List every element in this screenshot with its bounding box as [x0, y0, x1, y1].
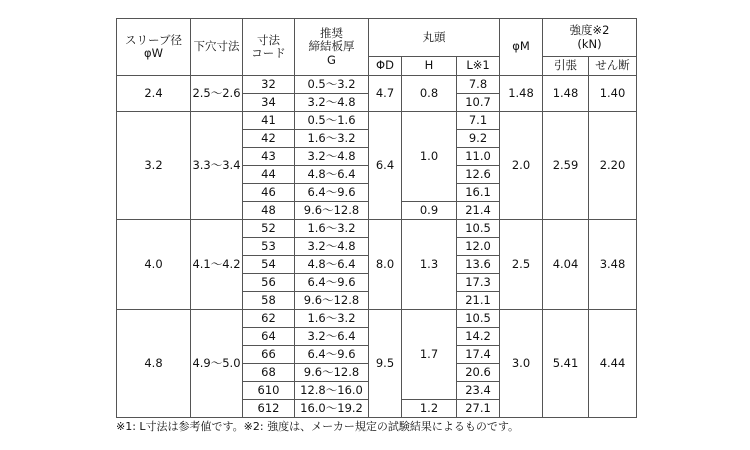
l-cell: 7.8 — [457, 76, 500, 94]
pilot-hole-cell: 4.1～4.2 — [191, 220, 243, 310]
size-code-cell: 46 — [243, 184, 295, 202]
tensile-cell: 2.59 — [543, 112, 589, 220]
l-cell: 13.6 — [457, 256, 500, 274]
h-cell: 1.0 — [402, 112, 457, 202]
table-row — [117, 76, 637, 94]
grip-range-cell: 3.2～6.4 — [295, 328, 369, 346]
header-phi-d: ΦD — [369, 57, 402, 76]
grip-range-cell: 12.8～16.0 — [295, 382, 369, 400]
grip-range-cell: 0.5～3.2 — [295, 76, 369, 94]
sleeve-dia-cell: 3.2 — [117, 112, 191, 220]
grip-range-cell: 9.6～12.8 — [295, 292, 369, 310]
l-cell: 23.4 — [457, 382, 500, 400]
l-cell: 10.7 — [457, 94, 500, 112]
size-code-cell: 34 — [243, 94, 295, 112]
size-code-cell: 62 — [243, 310, 295, 328]
l-cell: 14.2 — [457, 328, 500, 346]
h-cell: 1.3 — [402, 220, 457, 310]
header-l: L※1 — [457, 57, 500, 76]
h-cell: 0.8 — [402, 76, 457, 112]
grip-range-cell: 16.0～19.2 — [295, 400, 369, 418]
phi-d-cell: 8.0 — [369, 220, 402, 310]
grip-range-cell: 1.6～3.2 — [295, 130, 369, 148]
footnote: ※1: L寸法は参考値です。※2: 強度は、メーカー規定の試験結果によるものです。 — [116, 420, 519, 433]
size-code-cell: 68 — [243, 364, 295, 382]
header-phi-m: φM — [500, 19, 543, 76]
grip-range-cell: 4.8～6.4 — [295, 166, 369, 184]
grip-range-cell: 6.4～9.6 — [295, 346, 369, 364]
header-size-code: 寸法 コード — [243, 19, 295, 76]
grip-range-cell: 1.6～3.2 — [295, 310, 369, 328]
size-code-cell: 612 — [243, 400, 295, 418]
size-code-cell: 56 — [243, 274, 295, 292]
pilot-hole-cell: 4.9～5.0 — [191, 310, 243, 418]
grip-range-cell: 6.4～9.6 — [295, 184, 369, 202]
phi-d-cell: 9.5 — [369, 310, 402, 418]
l-cell: 11.0 — [457, 148, 500, 166]
phi-m-cell: 1.48 — [500, 76, 543, 112]
l-cell: 10.5 — [457, 220, 500, 238]
size-code-cell: 44 — [243, 166, 295, 184]
header-h: H — [402, 57, 457, 76]
shear-cell: 3.48 — [589, 220, 637, 310]
l-cell: 12.0 — [457, 238, 500, 256]
table-row — [117, 112, 637, 130]
l-cell: 20.6 — [457, 364, 500, 382]
phi-d-cell: 6.4 — [369, 112, 402, 220]
header-sleeve-dia: スリーブ径 φW — [117, 19, 191, 76]
grip-range-cell: 0.5～1.6 — [295, 112, 369, 130]
sleeve-dia-cell: 4.0 — [117, 220, 191, 310]
size-code-cell: 42 — [243, 130, 295, 148]
phi-d-cell: 4.7 — [369, 76, 402, 112]
phi-m-cell: 2.5 — [500, 220, 543, 310]
header-tensile: 引張 — [543, 57, 589, 76]
grip-range-cell: 3.2～4.8 — [295, 238, 369, 256]
grip-range-cell: 9.6～12.8 — [295, 364, 369, 382]
size-code-cell: 48 — [243, 202, 295, 220]
l-cell: 7.1 — [457, 112, 500, 130]
phi-m-cell: 2.0 — [500, 112, 543, 220]
table-body — [117, 76, 637, 418]
size-code-cell: 54 — [243, 256, 295, 274]
phi-m-cell: 3.0 — [500, 310, 543, 418]
header-shear: せん断 — [589, 57, 637, 76]
l-cell: 27.1 — [457, 400, 500, 418]
grip-range-cell: 1.6～3.2 — [295, 220, 369, 238]
header-pilot-hole: 下穴寸法 — [191, 19, 243, 76]
size-code-cell: 66 — [243, 346, 295, 364]
l-cell: 21.1 — [457, 292, 500, 310]
l-cell: 10.5 — [457, 310, 500, 328]
l-cell: 17.3 — [457, 274, 500, 292]
l-cell: 16.1 — [457, 184, 500, 202]
h-cell: 0.9 — [402, 202, 457, 220]
table-row — [117, 220, 637, 238]
size-code-cell: 64 — [243, 328, 295, 346]
grip-range-cell: 4.8～6.4 — [295, 256, 369, 274]
h-cell: 1.7 — [402, 310, 457, 400]
size-code-cell: 58 — [243, 292, 295, 310]
rivet-spec-table — [116, 18, 637, 418]
tensile-cell: 1.48 — [543, 76, 589, 112]
grip-range-cell: 3.2～4.8 — [295, 94, 369, 112]
pilot-hole-cell: 2.5～2.6 — [191, 76, 243, 112]
tensile-cell: 4.04 — [543, 220, 589, 310]
header-strength: 強度※2 (kN) — [543, 19, 637, 57]
table-row — [117, 310, 637, 328]
size-code-cell: 52 — [243, 220, 295, 238]
pilot-hole-cell: 3.3～3.4 — [191, 112, 243, 220]
size-code-cell: 32 — [243, 76, 295, 94]
sleeve-dia-cell: 4.8 — [117, 310, 191, 418]
grip-range-cell: 3.2～4.8 — [295, 148, 369, 166]
size-code-cell: 53 — [243, 238, 295, 256]
sleeve-dia-cell: 2.4 — [117, 76, 191, 112]
l-cell: 12.6 — [457, 166, 500, 184]
shear-cell: 2.20 — [589, 112, 637, 220]
grip-range-cell: 6.4～9.6 — [295, 274, 369, 292]
shear-cell: 4.44 — [589, 310, 637, 418]
l-cell: 17.4 — [457, 346, 500, 364]
l-cell: 21.4 — [457, 202, 500, 220]
size-code-cell: 41 — [243, 112, 295, 130]
tensile-cell: 5.41 — [543, 310, 589, 418]
size-code-cell: 610 — [243, 382, 295, 400]
header-round-head: 丸頭 — [369, 19, 500, 57]
l-cell: 9.2 — [457, 130, 500, 148]
header-grip-range: 推奨 締結板厚 G — [295, 19, 369, 76]
size-code-cell: 43 — [243, 148, 295, 166]
h-cell: 1.2 — [402, 400, 457, 418]
shear-cell: 1.40 — [589, 76, 637, 112]
grip-range-cell: 9.6～12.8 — [295, 202, 369, 220]
